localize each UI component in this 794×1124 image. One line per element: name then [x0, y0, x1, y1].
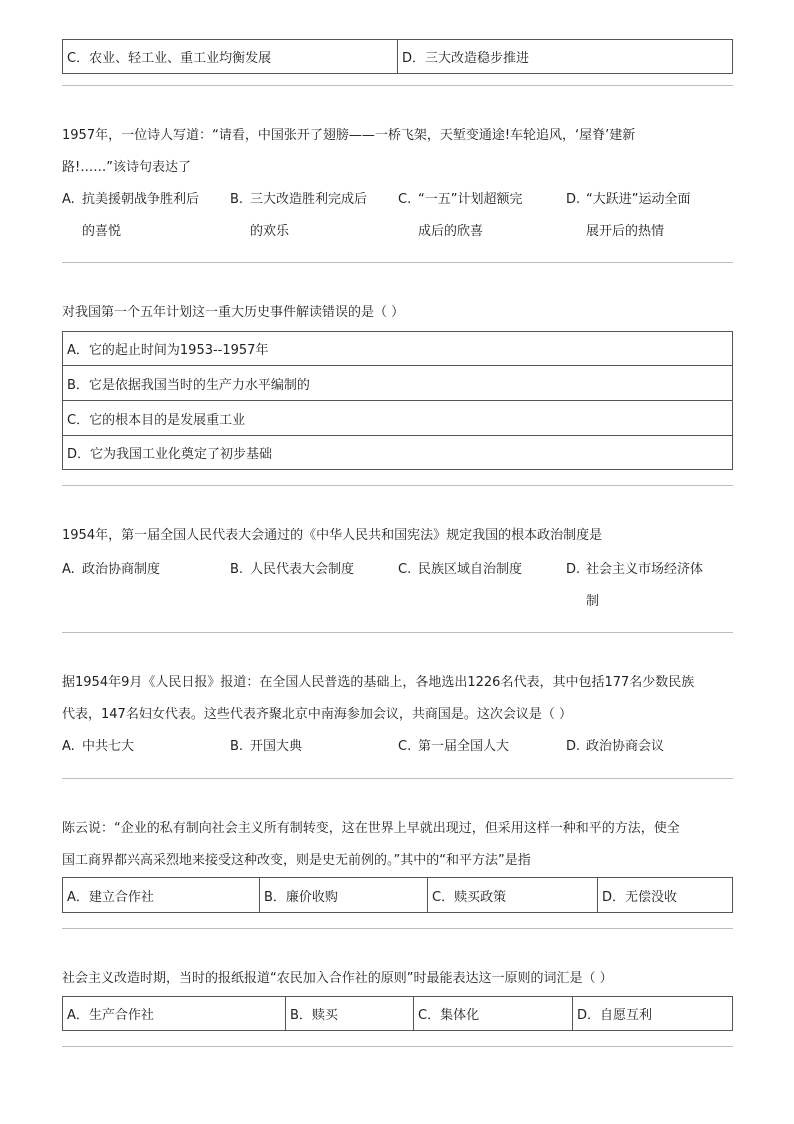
q2-options-table	[62, 331, 733, 470]
q5-option-d[interactable]: D．无偿没收	[598, 878, 733, 913]
q2-option-a[interactable]: A．它的起止时间为1953--1957年	[63, 332, 733, 366]
q0-option-c[interactable]: C．农业、轻工业、重工业均衡发展	[63, 40, 398, 74]
q2-stem: 对我国第一个五年计划这一重大历史事件解读错误的是（ ）	[62, 305, 405, 320]
q5-option-b[interactable]: B．廉价收购	[260, 878, 428, 913]
q6-option-a[interactable]: A．生产合作社	[63, 997, 286, 1031]
q5-options-table	[62, 877, 733, 913]
q6-option-d[interactable]: D．自愿互利	[573, 997, 733, 1031]
q6-stem: 社会主义改造时期，当时的报纸报道“农民加入合作社的原则”时最能表达这一原则的词汇是（ ）	[62, 971, 613, 986]
q6-options-table	[62, 996, 733, 1031]
q1-stem-line1: 1957年，一位诗人写道：“请看，中国张开了翅膀——一桥飞架，天堑变通途!车轮追风，‘屋脊’建新	[62, 128, 636, 143]
q4-stem-line1: 据1954年9月《人民日报》报道：在全国人民普选的基础上，各地选出1226名代表，其中包括177名少数民族	[62, 675, 695, 690]
q4-stem-line2: 代表，147名妇女代表。这些代表齐聚北京中南海参加会议，共商国是。这次会议是（ ）	[62, 707, 572, 722]
q5-stem-line2: 国工商界都兴高采烈地来接受这种改变，则是史无前例的。”其中的“和平方法”是指	[62, 853, 531, 868]
divider	[62, 632, 733, 633]
divider	[62, 85, 733, 86]
q1-stem-line2: 路!……”该诗句表达了	[62, 160, 191, 175]
divider	[62, 1046, 733, 1047]
q3-stem: 1954年，第一届全国人民代表大会通过的《中华人民共和国宪法》规定我国的根本政治制度是	[62, 528, 603, 543]
q5-stem-line1: 陈云说：“企业的私有制向社会主义所有制转变，这在世界上早就出现过，但采用这样一种和平的方法，使全	[62, 821, 680, 836]
divider	[62, 485, 733, 486]
q5-stem	[62, 813, 733, 877]
q0-options-table	[62, 39, 733, 74]
q4-stem	[62, 667, 733, 731]
q5-option-a[interactable]: A．建立合作社	[63, 878, 260, 913]
q0-option-d[interactable]: D．三大改造稳步推进	[398, 40, 733, 74]
q6-option-c[interactable]: C．集体化	[414, 997, 573, 1031]
q2-option-c[interactable]: C．它的根本目的是发展重工业	[63, 401, 733, 436]
q1-stem	[62, 120, 733, 184]
q6-option-b[interactable]: B．赎买	[286, 997, 414, 1031]
q5-option-c[interactable]: C．赎买政策	[428, 878, 598, 913]
divider	[62, 778, 733, 779]
q2-option-d[interactable]: D．它为我国工业化奠定了初步基础	[63, 436, 733, 470]
divider	[62, 262, 733, 263]
q2-option-b[interactable]: B．它是依据我国当时的生产力水平编制的	[63, 366, 733, 401]
divider	[62, 928, 733, 929]
